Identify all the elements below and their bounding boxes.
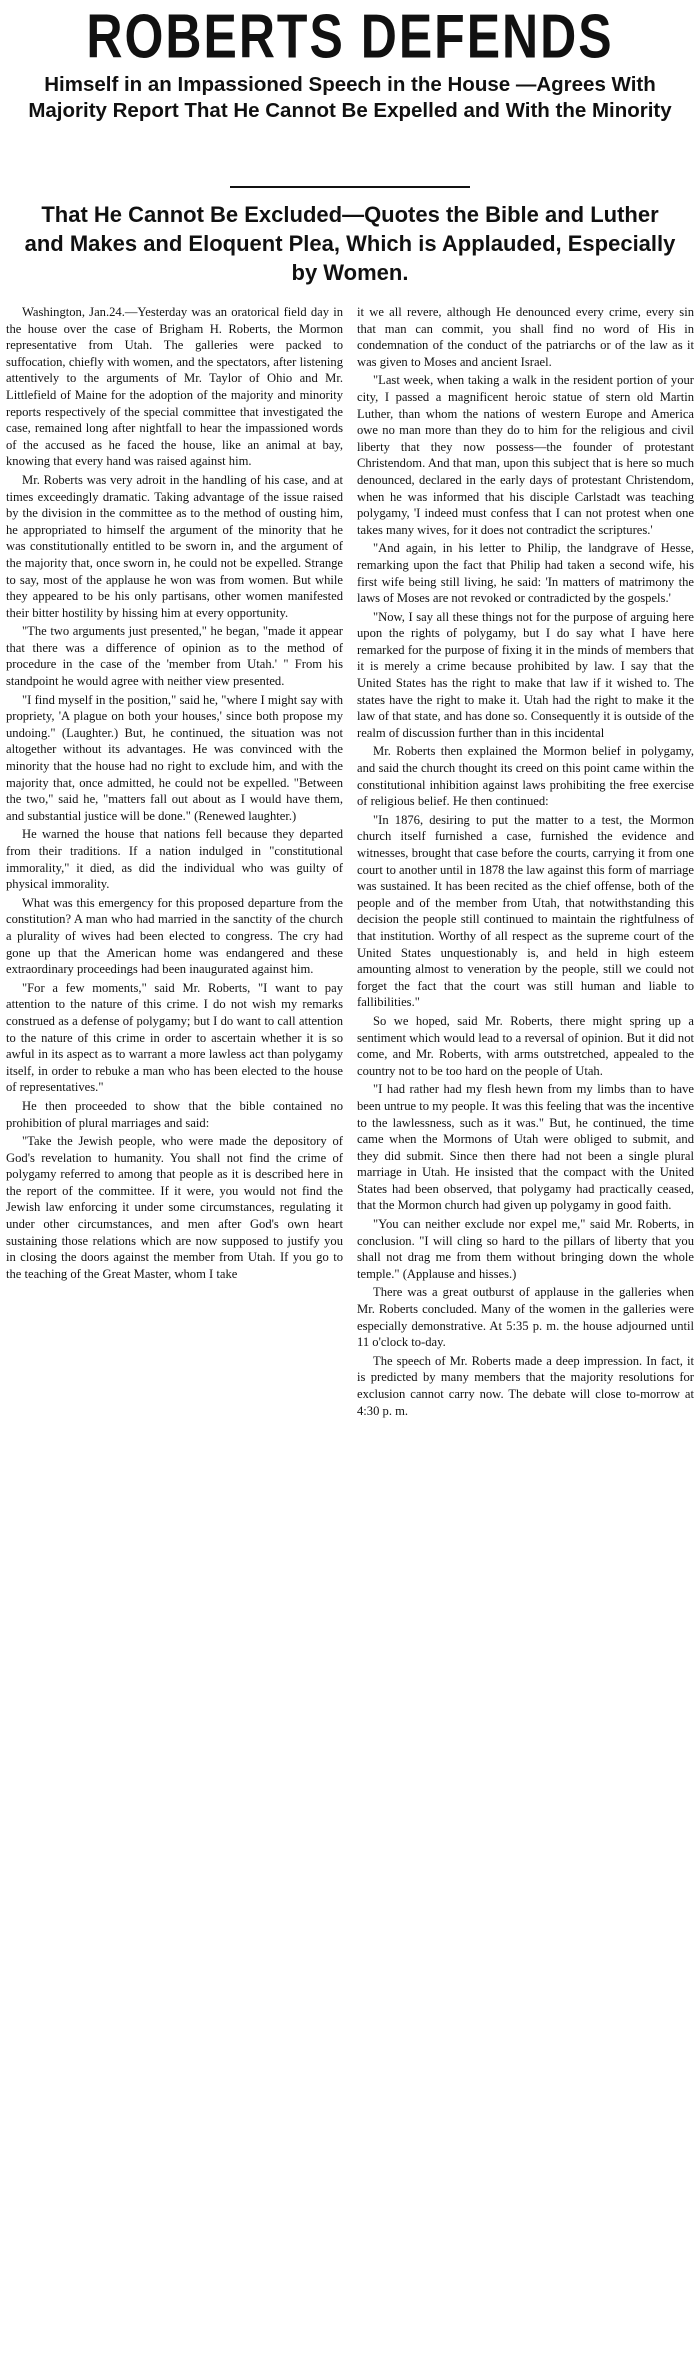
subhead-secondary: That He Cannot Be Excluded—Quotes the Bible and Luther and Makes and Eloquent Plea, Which is Applauded, Especially by Women.: [24, 202, 676, 285]
paragraph: "I find myself in the position," said he, "where I might say with propriety, 'A plague on both your houses,' since both propose my undoing." (Laughter.) But, he continued, the situation was not altogether without its advantages. He was convinced with the minority that the house had no right to exclude him, and with the majority that, once admitted, he could not be expelled. "Between the two," said he, "matters fall out about as I would have them, and substantial justice will be done." (Renewed laughter.): [6, 692, 343, 823]
subhead-primary: Himself in an Impassioned Speech in the House —Agrees With Majority Report That He Cannot Be Expelled and With the Minority: [28, 73, 672, 122]
paragraph: "I had rather had my flesh hewn from my limbs than to have been untrue to my people. It was this feeling that was the incentive to the lawlessness, such as it was." But, he continued, the time came when the Mormons of Utah were obliged to submit, and they did submit. Since then there had not been a single plural marriage in Utah. He insisted that the compact with the United States had been observed, that polygamy had practically ceased, that the Mormon church had given up polygamy in good faith.: [357, 1082, 694, 1213]
paragraph: "In 1876, desiring to put the matter to a test, the Mormon church itself furnished a case, furnished the evidence and witnesses, brought that case before the courts, carrying it from one court to another until in 1878 the law against this form of marriage was sustained. It has been recited as the chief offense, both of the people and of the member from Utah, that notwithstanding this decision the people still continued to maintain the rightfulness of that institution. Worthy of all respect as the supreme court of the United States unquestionably is, and held in high esteem amounting almost to veneration by the people, still we could not forget the fact that the court was still human and liable to fallibilities.": [357, 812, 694, 1010]
paragraph: Mr. Roberts then explained the Mormon belief in polygamy, and said the church thought its creed on this point came within the constitutional inhibition against laws prohibiting the free exercise of religious belief. He then continued:: [357, 744, 694, 809]
paragraph: "The two arguments just presented," he began, "made it appear that there was a difference of opinion as to the method of procedure in the case of the 'member from Utah.' " From his standpoint he would agree with neither view presented.: [6, 624, 343, 689]
paragraph: "For a few moments," said Mr. Roberts, "I want to pay attention to the nature of this crime. I do not wish my remarks construed as a defense of polygamy; but I do want to call attention to the nature of this crime in order to ascertain whether it is so awful in its aspect as to warrant a more lawless act than polygamy itself, in order to rebuke a man who has been elected to the house of representatives.": [6, 980, 343, 1095]
paragraph: The speech of Mr. Roberts made a deep impression. In fact, it is predicted by many members that the majority resolutions for exclusion cannot carry now. The debate will close to-morrow at 4:30 p. m.: [357, 1353, 694, 1418]
paragraph: "You can neither exclude nor expel me," said Mr. Roberts, in conclusion. "I will cling so hard to the pillars of liberty that you shall not drag me from them without bringing down the whole temple." (Applause and hisses.): [357, 1217, 694, 1281]
divider-rule: [230, 186, 470, 188]
paragraph: He warned the house that nations fell because they departed from their traditions. If a nation indulged in "constitutional immorality," it died, as did the individual who was guilty of physical immorality.: [6, 827, 343, 892]
paragraph: So we hoped, said Mr. Roberts, there might spring up a sentiment which would lead to a reversal of opinion. But it did not come, and Mr. Roberts, with arms outstretched, appealed to the country not to be too hard on the people of Utah.: [357, 1013, 694, 1078]
paragraph: There was a great outburst of applause in the galleries when Mr. Roberts concluded. Many of the women in the galleries were especially demonstrative. At 5:35 p. m. the house adjourned until 11 o'clock to-day.: [357, 1285, 694, 1350]
paragraph: He then proceeded to show that the bible contained no prohibition of plural marriages and said:: [6, 1098, 343, 1130]
paragraph: "And again, in his letter to Philip, the landgrave of Hesse, remarking upon the fact that Philip had taken a second wife, his first wife being still living, he said: 'In matters of matrimony the laws of Moses are not revoked or contradicted by the gospels.': [357, 541, 694, 606]
headline: ROBERTS DEFENDS: [86, 1, 614, 72]
paragraph: "Take the Jewish people, who were made the depository of God's revelation to humanity. You shall not find the crime of polygamy referred to among that people as it is described here in the report of the committee. If it were, you would not find the Jewish law enforcing it under some circumstances, regulating it under other circumstances, and men after God's own heart sustaining those relations which are now supposed to justify you in closing the doors against the member from Utah. If you go to the teaching of the Great Master, whom I take: [6, 1134, 343, 1281]
paragraph: it we all revere, although He denounced every crime, every sin that man can commit, you shall find no word of His in condemnation of the conduct of the patriarchs or of the law as it was given to Moses and ancient Israel.: [357, 305, 694, 369]
article-body: [6, 304, 694, 1421]
paragraph: "Last week, when taking a walk in the resident portion of your city, I passed a magnificent heroic statue of stern old Martin Luther, than whom the nations of western Europe and America owe no man more than they do to him for the religious and civil liberty that they now possess—the founder of protestant Christendom. And that man, upon this subject that is here so much denounced, declared in the early days of protestant Christendom, when he was informed that his disciple Carlstadt was teaching polygamy, 'I indeed must confess that I can not protest when one takes many wives, for it does not contradict the scriptures.': [357, 373, 694, 537]
paragraph: "Now, I say all these things not for the purpose of arguing here upon the rights of polygamy, but I do say what I have here remarked for the purpose of fixing it in the minds of members that it is merely a crime because prohibited by law. I say that the United States has the right to make that law if it wished to. The states have the right to make it. Utah had the right to make it the law of that state, and has done so. Consequently it is outside of the realm of discussion further than in this incidental: [357, 609, 694, 740]
paragraph: What was this emergency for this proposed departure from the constitution? A man who had married in the sanctity of the church a plurality of wives had been elected to congress. The cry had gone up that the American home was endangered and these extraordinary proceedings had been inaugurated against him.: [6, 895, 343, 977]
paragraph: Mr. Roberts was very adroit in the handling of his case, and at times exceedingly dramatic. Taking advantage of the issue raised by the division in the committee as to the method of ousting him, he appropriated to himself the argument of the minority that he was constitutionally entitled to be sworn in, and the argument of the majority that, once sworn in, he could not be expelled. Strange to say, most of the applause he won was from women. But while they appeared to be his only partisans, other women manifested their bitter hostility by hissing him at every opportunity.: [6, 472, 343, 620]
right-column: [357, 304, 694, 1421]
left-column: [6, 304, 343, 1421]
paragraph: Washington, Jan.24.—Yesterday was an oratorical field day in the house over the case of Brigham H. Roberts, the Mormon representative from Utah. The galleries were packed to suffocation, chiefly with women, and the spectators, after listening attentively to the arguments of Mr. Taylor of Ohio and Mr. Littlefield of Maine for the adoption of the majority and minority reports respectively of the special committee that investigated the case, remained long after nightfall to hear the impassioned words of the accused as he faced the house, like an animal at bay, knowing that every hand was raised against him.: [6, 305, 343, 469]
